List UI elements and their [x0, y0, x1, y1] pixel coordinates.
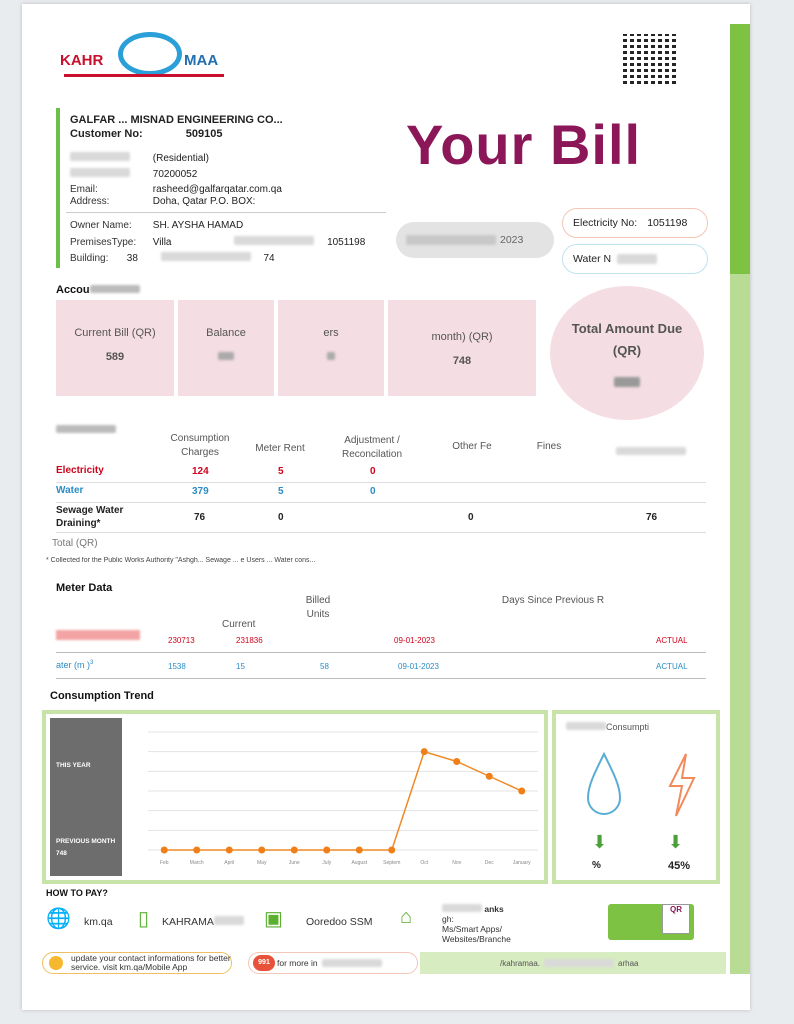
- data-point: [193, 847, 200, 854]
- pay-banks[interactable]: anks gh: Ms/Smart Apps/ Websites/Branche: [442, 904, 511, 944]
- logo-text-right: MAA: [184, 52, 219, 69]
- total-label: Total (QR): [52, 538, 98, 549]
- footnote: * Collected for the Public Works Authority "Ashgh... Sewage ... e Users ... Water cons...: [46, 557, 316, 564]
- meter-water-type: ACTUAL: [656, 662, 688, 671]
- trend-chart-box: [42, 710, 548, 884]
- bill-date-pill: 2023: [396, 222, 554, 258]
- meter-title: Meter Data: [56, 582, 113, 594]
- elec-meter-rent: 5: [278, 466, 284, 477]
- data-point: [356, 847, 363, 854]
- electricity-no-pill: Electricity No: 1051198: [562, 208, 708, 238]
- bill-page: [22, 4, 750, 1010]
- row-electricity-label: Electricity: [56, 465, 104, 476]
- trend-title: Consumption Trend: [50, 690, 154, 702]
- sewage-other: 0: [468, 512, 474, 523]
- prev-month-value: 748: [56, 850, 67, 857]
- meter-water-units: 58: [320, 662, 329, 671]
- total-due-circle: Total Amount Due (QR): [550, 286, 704, 420]
- sewage-consumption: 76: [194, 512, 206, 523]
- account-title: Accou: [56, 284, 140, 296]
- qr-code-icon: [623, 34, 677, 84]
- building-row: Building: 38 74: [70, 253, 275, 264]
- avg-title: Consumpti: [566, 722, 649, 732]
- meter-elec-date: 09-01-2023: [394, 636, 435, 645]
- social-links-bar[interactable]: /kahramaa. arhaa: [420, 952, 726, 974]
- elec-pct: 45%: [668, 860, 691, 872]
- address-row: Address: Doha, Qatar P.O. BOX:: [70, 196, 256, 207]
- x-tick-label: June: [288, 860, 300, 866]
- elec-consumption: 124: [192, 466, 209, 477]
- customer-no-row: Customer No: 509105: [70, 128, 223, 140]
- update-contact-pill[interactable]: update your contact informations for better service. visit km.qa/Mobile App: [42, 952, 232, 974]
- prev-month-label: PREVIOUS MONTH: [56, 838, 116, 845]
- meter-row-elec-label: [56, 630, 140, 640]
- x-tick-label: Dec: [484, 860, 494, 866]
- charges-title: [56, 424, 116, 436]
- meter-header-units: Billed Units: [305, 595, 331, 620]
- this-year-label: THIS YEAR: [56, 762, 91, 769]
- data-point: [486, 773, 493, 780]
- data-point: [291, 847, 298, 854]
- x-tick-label: March: [189, 860, 204, 866]
- header-other-fees: Other Fe: [452, 441, 492, 452]
- mobile-icon: ▯: [138, 908, 150, 930]
- current-bill-box: Current Bill (QR) 589: [56, 300, 174, 396]
- water-meter-rent: 5: [278, 486, 284, 497]
- series-line: [164, 752, 522, 850]
- meter-water-prev: 1538: [168, 662, 186, 671]
- x-tick-label: January: [512, 860, 531, 866]
- balance-box: Balance: [178, 300, 274, 396]
- data-point: [518, 788, 525, 795]
- premises-row: PremisesType: Villa 1051198: [70, 237, 366, 248]
- email-row: Email: rasheed@galfarqatar.com.qa: [70, 184, 282, 195]
- company-name: GALFAR ... MISNAD ENGINEERING CO...: [70, 114, 283, 126]
- meter-elec-prev: 230713: [168, 636, 195, 645]
- header-fines: Fines: [536, 441, 562, 452]
- header-consumption: Consumption Charges: [170, 433, 230, 458]
- logo-text-left: KAHR: [60, 52, 104, 69]
- side-light-green-bar: [730, 274, 750, 974]
- sewage-total: 76: [646, 512, 658, 523]
- x-tick-label: August: [351, 860, 368, 866]
- customer-info: [56, 108, 386, 268]
- data-point: [258, 847, 265, 854]
- x-tick-label: Nov: [452, 860, 462, 866]
- pay-kmqa[interactable]: km.qa: [84, 916, 113, 928]
- trend-line-chart: [128, 722, 548, 872]
- pay-app[interactable]: KAHRAMA: [162, 916, 244, 928]
- header-total-blur: [616, 442, 686, 450]
- elec-down-arrow-icon: ⬇: [668, 832, 684, 852]
- data-point: [323, 847, 330, 854]
- water-adjustment: 0: [370, 486, 376, 497]
- x-tick-label: May: [257, 860, 267, 866]
- trend-sidebar: [50, 718, 122, 876]
- water-consumption: 379: [192, 486, 209, 497]
- x-tick-label: April: [224, 860, 235, 866]
- kahramaa-logo: [58, 32, 228, 88]
- category-row: (Residential): [70, 152, 209, 164]
- meter-water-current: 15: [236, 662, 245, 671]
- pay-ooredoo[interactable]: Ooredoo SSM: [306, 916, 373, 928]
- owner-row: Owner Name: SH. AYSHA HAMAD: [70, 220, 244, 231]
- meter-water-date: 09-01-2023: [398, 662, 439, 671]
- x-tick-label: Feb: [159, 860, 169, 866]
- water-down-arrow-icon: ⬇: [592, 832, 608, 852]
- elec-adjustment: 0: [370, 466, 376, 477]
- month-box: month) (QR) 748: [388, 300, 536, 396]
- row-water-label: Water: [56, 485, 84, 496]
- row-sewage-label: Sewage Water Draining*: [56, 505, 124, 529]
- x-tick-label: July: [322, 860, 332, 866]
- how-to-pay-title: HOW TO PAY?: [46, 888, 108, 898]
- qr-pay-card-icon: QR: [608, 904, 694, 940]
- globe-icon: 🌐: [46, 908, 71, 930]
- lightning-icon: [662, 750, 702, 820]
- water-pct: %: [592, 860, 601, 871]
- more-info-pill[interactable]: 991 for more in: [248, 952, 418, 974]
- header-adjustment: Adjustment / Reconcilation: [341, 435, 403, 460]
- phone-row: 70200052: [70, 168, 197, 180]
- sewage-meter-rent: 0: [278, 512, 284, 523]
- water-drop-icon: [584, 750, 624, 820]
- hotline-icon: 991: [253, 955, 275, 971]
- meter-header-current: Current: [222, 619, 256, 630]
- data-point: [388, 847, 395, 854]
- water-no-pill: Water N: [562, 244, 708, 274]
- avg-consumption-box: [552, 710, 720, 884]
- data-point: [161, 847, 168, 854]
- data-point: [453, 758, 460, 765]
- meter-row-water-label: ater (m )$^3$: [56, 660, 94, 670]
- x-tick-label: Septem: [383, 860, 401, 866]
- bank-icon: ⌂: [400, 906, 413, 928]
- your-bill-title: Your Bill: [406, 113, 642, 176]
- data-point: [421, 748, 428, 755]
- meter-elec-current: 231836: [236, 636, 263, 645]
- others-box: ers: [278, 300, 384, 396]
- header-meter-rent: Meter Rent: [255, 443, 305, 454]
- clock-icon: [49, 956, 63, 970]
- side-green-bar: [730, 24, 750, 274]
- x-tick-label: Oct: [420, 860, 429, 866]
- meter-header-days: Days Since Previous R: [501, 595, 605, 606]
- ooredoo-icon: ▣: [264, 908, 283, 930]
- meter-elec-type: ACTUAL: [656, 636, 688, 645]
- data-point: [226, 847, 233, 854]
